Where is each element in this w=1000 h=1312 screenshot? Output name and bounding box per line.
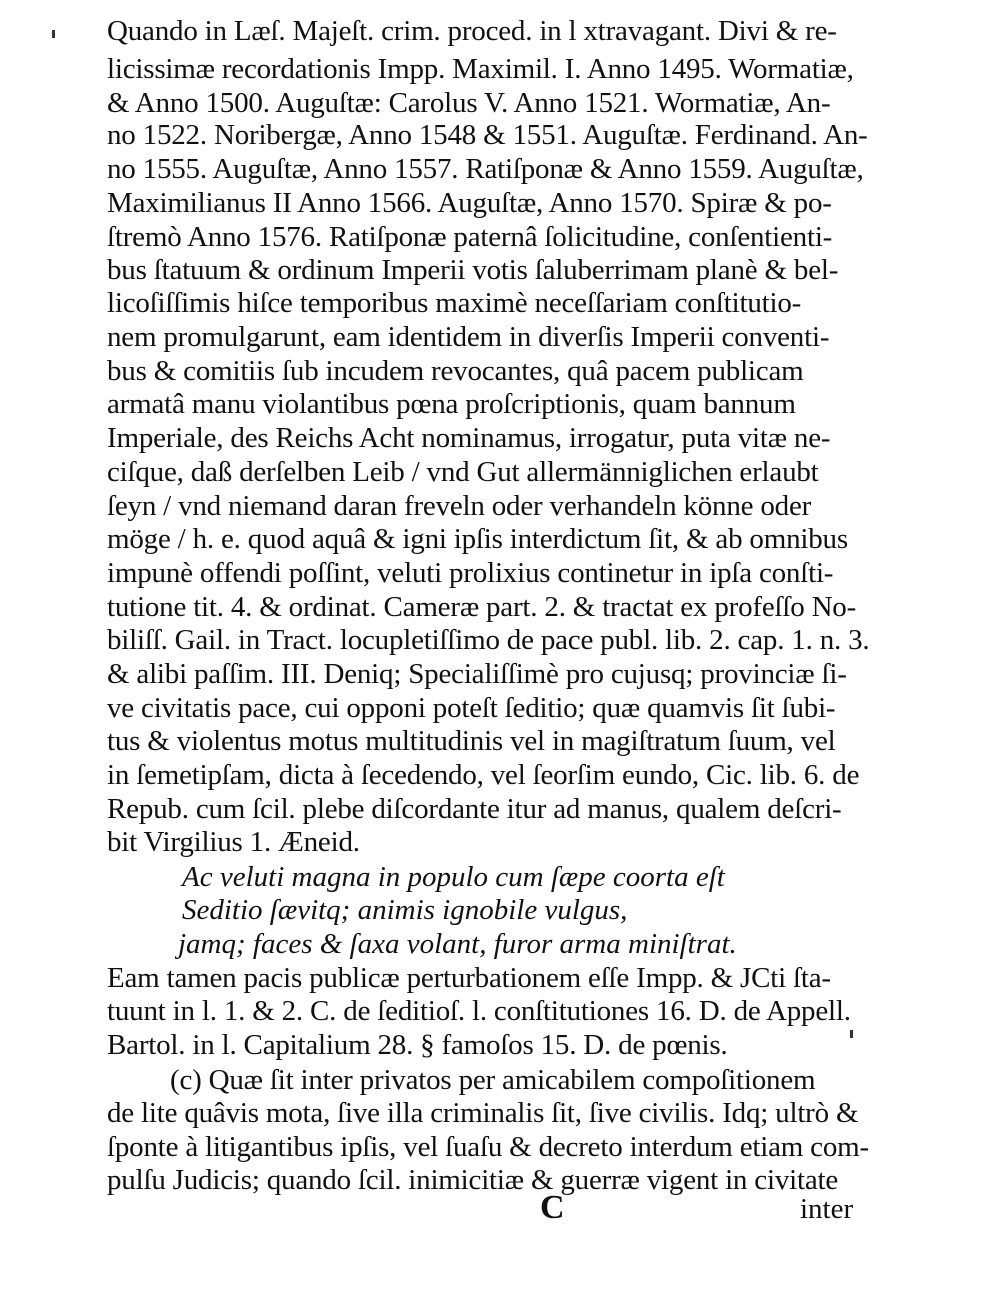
text-line: Eam tamen pacis publicæ perturbationem eſſe Impp. & JCti ſta- [107, 962, 831, 994]
text-line: ſtremò Anno 1576. Ratiſponæ paternâ ſolicitudine, conſentienti- [107, 221, 833, 253]
note-line: ſponte à litigantibus ipſis, vel ſuaſu & decreto interdum etiam com- [107, 1131, 869, 1163]
text-line: bit Virgilius 1. Æneid. [107, 826, 360, 858]
text-line: Imperiale, des Reichs Acht nominamus, irrogatur, puta vitæ ne- [107, 422, 831, 454]
text-line: in ſemetipſam, dicta à ſecedendo, vel ſeorſim eundo, Cic. lib. 6. de [107, 759, 860, 791]
text-line: biliſſ. Gail. in Tract. locupletiſſimo de pace publ. lib. 2. cap. 1. n. 3. [107, 624, 870, 656]
text-line: tus & violentus motus multitudinis vel in magiſtratum ſuum, vel [107, 725, 836, 757]
catchword: inter [800, 1193, 854, 1225]
text-line: Bartol. in l. Capitalium 28. § famoſos 15. D. de pœnis. [107, 1029, 728, 1061]
text-line: Repub. cum ſcil. plebe diſcordante itur ad manus, qualem deſcri- [107, 793, 842, 825]
verse-line: Ac veluti magna in populo cum ſæpe coorta eſt [182, 861, 725, 893]
text-line: no 1555. Auguſtæ, Anno 1557. Ratiſponæ & Anno 1559. Auguſtæ, [107, 153, 864, 185]
text-line: Maximilianus II Anno 1566. Auguſtæ, Anno 1570. Spiræ & po- [107, 187, 832, 219]
note-line: pulſu Judicis; quando ſcil. inimicitiæ & guerræ vigent in civitate [107, 1164, 839, 1196]
text-line: tutione tit. 4. & ordinat. Cameræ part. 2. & tractat ex profeſſo No- [107, 591, 857, 623]
note-line: de lite quâvis mota, ſive illa criminalis ſit, ſive civilis. Idq; ultrò & [107, 1097, 859, 1129]
text-line: & alibi paſſim. III. Deniq; Specialiſſimè pro cujusq; provinciæ ſi- [107, 658, 847, 690]
text-line: licoſiſſimis hiſce temporibus maximè neceſſariam conſtitutio- [107, 287, 802, 319]
text-line: ve civitatis pace, cui opponi poteſt ſeditio; quæ quamvis ſit ſubi- [107, 692, 836, 724]
text-line: bus & comitiis ſub incudem revocantes, quâ pacem publicam [107, 355, 804, 387]
signature-mark: C [540, 1189, 565, 1226]
text-line: & Anno 1500. Auguſtæ: Carolus V. Anno 1521. Wormatiæ, An- [107, 87, 831, 119]
verse-line: jamq; faces & ſaxa volant, furor arma miniſtrat. [178, 928, 737, 960]
text-line: armatâ manu violantibus pœna proſcriptionis, quam bannum [107, 388, 796, 420]
text-line: nem promulgarunt, eam identidem in diverſis Imperii conventi- [107, 321, 830, 353]
text-line: impunè offendi poſſint, veluti prolixius continetur in ipſa conſti- [107, 557, 834, 589]
margin-speck [850, 1030, 853, 1038]
text-line: no 1522. Noribergæ, Anno 1548 & 1551. Auguſtæ. Ferdinand. An- [107, 119, 868, 151]
text-line: bus ſtatuum & ordinum Imperii votis ſaluberrimam planè & bel- [107, 254, 839, 286]
verse-line: Seditio ſævitq; animis ignobile vulgus, [182, 894, 628, 926]
note-line: (c) Quæ ſit inter privatos per amicabilem compoſitionem [170, 1064, 816, 1096]
text-line: licissimæ recordationis Impp. Maximil. I. Anno 1495. Wormatiæ, [107, 53, 854, 85]
text-line: möge / h. e. quod aquâ & igni ipſis interdictum ſit, & ab omnibus [107, 523, 848, 555]
text-line: tuunt in l. 1. & 2. C. de ſeditioſ. l. conſtitutiones 16. D. de Appell. [107, 995, 851, 1027]
text-line: ſeyn / vnd niemand daran freveln oder verhandeln könne oder [107, 490, 812, 522]
margin-speck [52, 30, 55, 38]
text-line: ciſque, daß derſelben Leib / vnd Gut allermänniglichen erlaubt [107, 456, 819, 488]
text-line: Quando in Læſ. Majeſt. crim. proced. in l xtravagant. Divi & re- [107, 15, 837, 47]
